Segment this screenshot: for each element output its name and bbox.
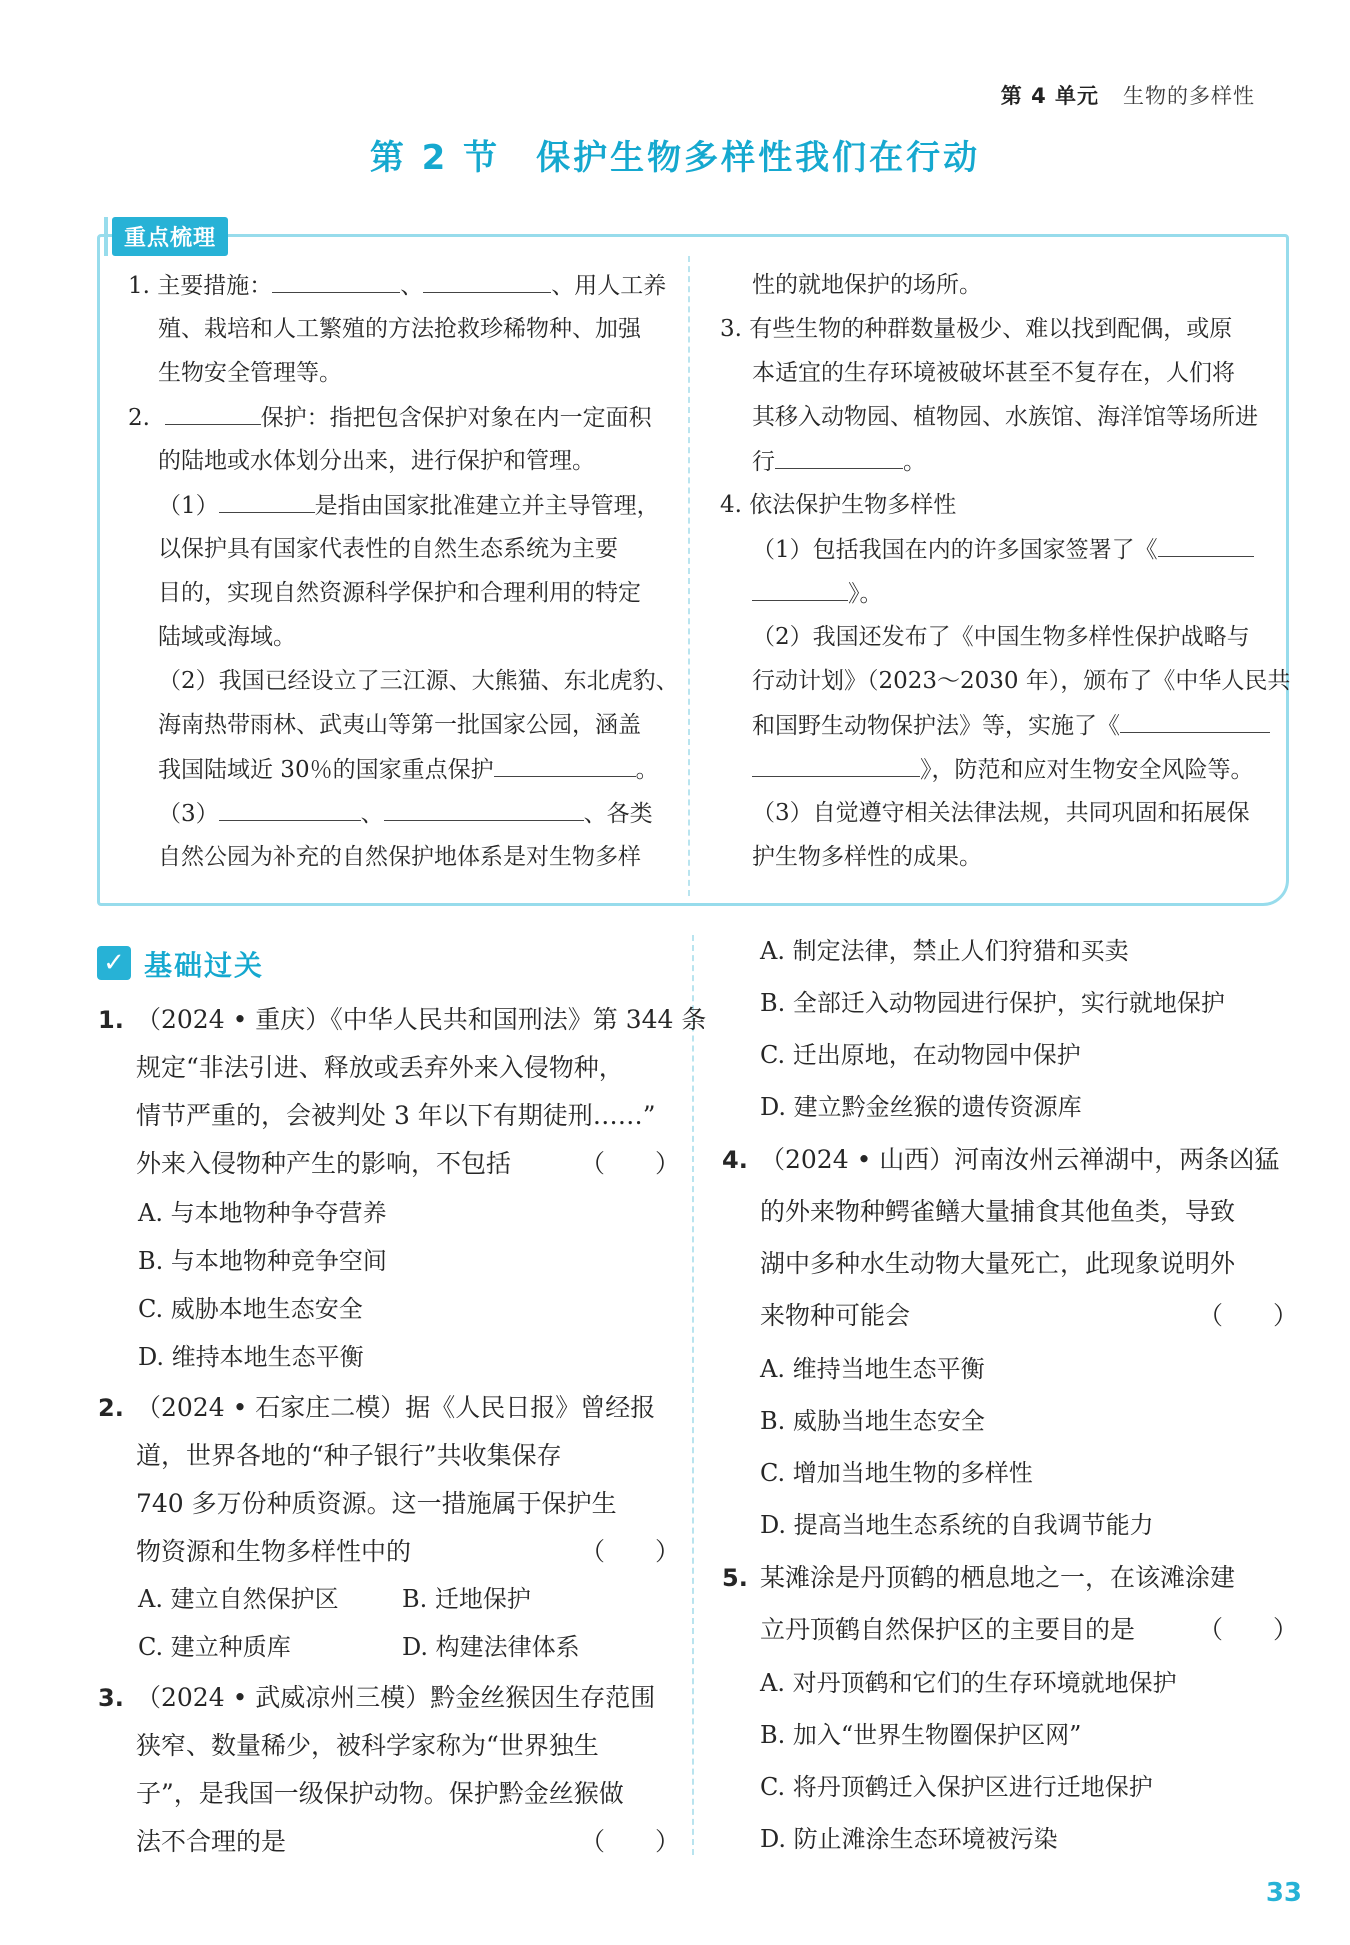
unit-title: 生物的多样性	[1123, 84, 1255, 108]
review-item-1-line-3: 生物安全管理等。	[158, 360, 342, 386]
review-item-3-line-3: 其移入动物园、植物园、水族馆、海洋馆等场所进	[752, 404, 1258, 430]
review-item-2-line-2: 的陆地或水体划分出来，进行保护和管理。	[158, 448, 595, 474]
review-right-line-1: 性的就地保护的场所。	[752, 272, 982, 298]
review-item-2-1-line-1: （1） 是指由国家批准建立并主导管理，	[158, 490, 660, 521]
page-header	[1001, 80, 1255, 110]
section-number: 第 2 节	[369, 138, 501, 178]
section-title	[0, 130, 1350, 179]
review-item-3-line-1: 3. 有些生物的种群数量极少、难以找到配偶，或原	[720, 316, 1233, 342]
q2-line-3: 740 多万份种质资源。这一措施属于保护生	[136, 1489, 617, 1518]
q1-option-d[interactable]: D. 维持本地生态平衡	[138, 1343, 364, 1371]
review-item-2-1-line-2: 以保护具有国家代表性的自然生态系统为主要	[158, 536, 618, 562]
review-item-2-2-line-1: （2）我国已经设立了三江源、大熊猫、东北虎豹、	[158, 668, 679, 694]
page-number: 33	[1265, 1878, 1302, 1908]
q3-answer-paren[interactable]: （ ）	[580, 1827, 681, 1856]
q1-option-b[interactable]: B. 与本地物种竞争空间	[138, 1247, 387, 1275]
practice-divider	[692, 935, 694, 1855]
q5-number: 5.	[722, 1564, 748, 1592]
q4-option-b[interactable]: B. 威胁当地生态安全	[760, 1407, 985, 1435]
review-item-1-line-1: 1. 主要措施： 、 、用人工养	[128, 270, 666, 301]
review-item-2-2-line-2: 海南热带雨林、武夷山等第一批国家公园，涵盖	[158, 712, 641, 738]
q3-number: 3.	[98, 1684, 124, 1712]
review-item-4-1-line-2: 》。	[752, 578, 883, 609]
review-item-2-1-line-4: 陆域或海域。	[158, 624, 296, 650]
q5-line-2: 立丹顶鹤自然保护区的主要目的是	[760, 1615, 1136, 1644]
review-item-4-2-line-2: 行动计划》（2023～2030 年），颁布了《中华人民共	[752, 668, 1291, 694]
review-divider	[688, 256, 690, 896]
q4-line-1: （2024 • 山西）河南汝州云禅湖中，两条凶猛	[760, 1145, 1280, 1174]
q2-line-4: 物资源和生物多样性中的	[136, 1537, 412, 1566]
q4-line-2: 的外来物种鳄雀鳝大量捕食其他鱼类，导致	[760, 1197, 1236, 1226]
q3-line-3: 子”，是我国一级保护动物。保护黔金丝猴做	[136, 1779, 624, 1808]
q5-option-d[interactable]: D. 防止滩涂生态环境被污染	[760, 1825, 1058, 1853]
review-item-4-2-line-3: 和国野生动物保护法》等，实施了《	[752, 710, 1270, 741]
review-item-2-3-line-2: 自然公园为补充的自然保护地体系是对生物多样	[158, 844, 641, 870]
review-item-3-line-4: 行 。	[752, 446, 926, 477]
q2-line-1: （2024 • 石家庄二模）据《人民日报》曾经报	[136, 1393, 656, 1422]
q1-line-4: 外来入侵物种产生的影响，不包括	[136, 1149, 512, 1178]
review-item-1-line-2: 殖、栽培和人工繁殖的方法抢救珍稀物种、加强	[158, 316, 641, 342]
q2-number: 2.	[98, 1394, 124, 1422]
unit-number: 第 4 单元	[1000, 84, 1099, 108]
q2-answer-paren[interactable]: （ ）	[580, 1537, 681, 1566]
q3-line-1: （2024 • 武威凉州三模）黔金丝猴因生存范围	[136, 1683, 656, 1712]
q3-option-c[interactable]: C. 迁出原地，在动物园中保护	[760, 1041, 1081, 1069]
q2-option-b[interactable]: B. 迁地保护	[402, 1585, 531, 1613]
q4-option-d[interactable]: D. 提高当地生态系统的自我调节能力	[760, 1511, 1154, 1539]
q3-option-d[interactable]: D. 建立黔金丝猴的遗传资源库	[760, 1093, 1082, 1121]
q1-line-1: （2024 • 重庆）《中华人民共和国刑法》第 344 条	[136, 1005, 707, 1034]
q4-line-4: 来物种可能会	[760, 1301, 911, 1330]
q4-line-3: 湖中多种水生动物大量死亡，此现象说明外	[760, 1249, 1236, 1278]
review-tag: 重点梳理	[112, 217, 228, 256]
review-item-2-3-line-1: （3） 、 、各类	[158, 798, 653, 829]
practice-tag: 基础过关	[144, 949, 265, 982]
q5-answer-paren[interactable]: （ ）	[1198, 1615, 1299, 1644]
review-item-2-1-line-3: 目的，实现自然资源科学保护和合理利用的特定	[158, 580, 641, 606]
q4-option-a[interactable]: A. 维持当地生态平衡	[760, 1355, 985, 1383]
q1-option-c[interactable]: C. 威胁本地生态安全	[138, 1295, 363, 1323]
q1-line-3: 情节严重的，会被判处 3 年以下有期徒刑……”	[136, 1101, 656, 1130]
review-item-2-2-line-3: 我国陆域近 30％的国家重点保护 。	[158, 754, 659, 785]
section-name: 保护生物多样性我们在行动	[536, 138, 981, 178]
q3-line-4: 法不合理的是	[136, 1827, 287, 1856]
q2-line-2: 道，世界各地的“种子银行”共收集保存	[136, 1441, 562, 1470]
review-item-2-line-1: 2. 保护：指把包含保护对象在内一定面积	[128, 402, 652, 433]
q2-option-c[interactable]: C. 建立种质库	[138, 1633, 291, 1661]
review-item-3-line-2: 本适宜的生存环境被破坏甚至不复存在，人们将	[752, 360, 1235, 386]
q5-option-c[interactable]: C. 将丹顶鹤迁入保护区进行迁地保护	[760, 1773, 1153, 1801]
q4-answer-paren[interactable]: （ ）	[1198, 1301, 1299, 1330]
review-item-4-1-line-1: （1）包括我国在内的许多国家签署了《	[752, 534, 1254, 565]
review-item-4-line-1: 4. 依法保护生物多样性	[720, 492, 957, 518]
review-item-4-3-line-2: 护生物多样性的成果。	[752, 844, 982, 870]
q1-number: 1.	[98, 1006, 124, 1034]
review-item-4-3-line-1: （3）自觉遵守相关法律法规，共同巩固和拓展保	[752, 800, 1250, 826]
q3-option-b[interactable]: B. 全部迁入动物园进行保护，实行就地保护	[760, 989, 1225, 1017]
q3-option-a[interactable]: A. 制定法律，禁止人们狩猎和买卖	[760, 937, 1129, 965]
review-item-4-2-line-1: （2）我国还发布了《中国生物多样性保护战略与	[752, 624, 1250, 650]
review-item-4-2-line-4: 》，防范和应对生物安全风险等。	[752, 754, 1254, 785]
check-icon: ✓	[97, 946, 131, 980]
q1-option-a[interactable]: A. 与本地物种争夺营养	[138, 1199, 387, 1227]
q5-option-b[interactable]: B. 加入“世界生物圈保护区网”	[760, 1721, 1082, 1749]
q2-option-a[interactable]: A. 建立自然保护区	[138, 1585, 339, 1613]
q5-option-a[interactable]: A. 对丹顶鹤和它们的生存环境就地保护	[760, 1669, 1177, 1697]
q3-line-2: 狭窄、数量稀少，被科学家称为“世界独生	[136, 1731, 599, 1760]
q2-option-d[interactable]: D. 构建法律体系	[402, 1633, 580, 1661]
q4-number: 4.	[722, 1146, 748, 1174]
q1-answer-paren[interactable]: （ ）	[580, 1149, 681, 1178]
q4-option-c[interactable]: C. 增加当地生物的多样性	[760, 1459, 1033, 1487]
q1-line-2: 规定“非法引进、释放或丢弃外来入侵物种，	[136, 1053, 624, 1082]
q5-line-1: 某滩涂是丹顶鹤的栖息地之一，在该滩涂建	[760, 1563, 1236, 1592]
